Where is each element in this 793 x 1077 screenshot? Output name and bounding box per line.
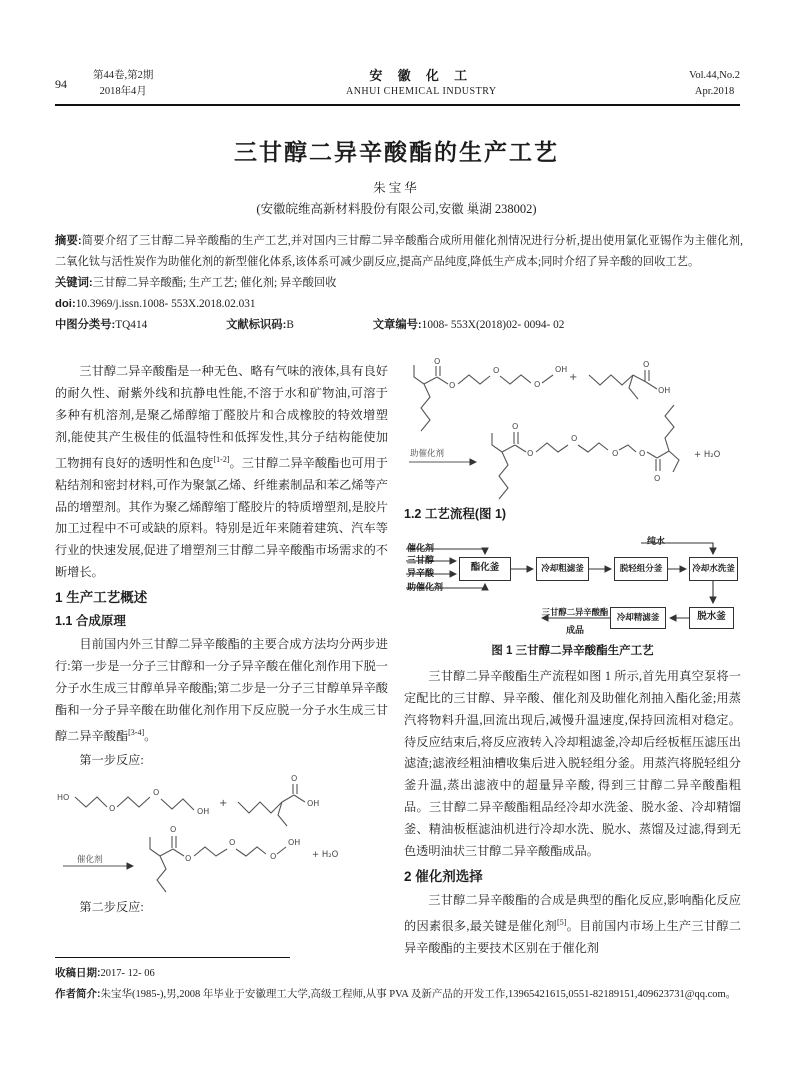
svg-text:助催化剂: 助催化剂 xyxy=(410,449,445,459)
step1-label: 第一步反应: xyxy=(79,752,144,767)
left-column xyxy=(55,361,388,921)
flow-box-fine-filter: 冷却精滤釜 xyxy=(610,607,666,629)
section-1-heading: 1 生产工艺概述 xyxy=(55,590,148,606)
svg-text:O: O xyxy=(639,449,646,458)
abstract-label: 摘要: xyxy=(55,235,82,247)
date-en: Apr.2018 xyxy=(694,86,735,97)
catalyst-paragraph: 三甘醇二异辛酸酯的合成是典型的酯化反应,影响酯化反应的因素很多,最关键是催化剂[5]。目前国内市场上生产三甘醇二异辛酸酯的主要技术区别在于催化剂 xyxy=(404,892,742,955)
svg-text:OH: OH xyxy=(288,838,301,848)
svg-text:+: + xyxy=(569,372,578,383)
doc-code-value: B xyxy=(286,319,294,331)
svg-text:催化剂: 催化剂 xyxy=(77,855,103,866)
received-date-value: 2017- 12- 06 xyxy=(100,968,155,979)
svg-text:O: O xyxy=(153,788,160,798)
flow-box-coarse-filter: 冷却粗滤釜 xyxy=(536,557,589,581)
footnote-block xyxy=(55,963,743,1005)
classification-line xyxy=(55,315,743,336)
paper-title: 三甘醇二异辛酸酯的生产工艺 xyxy=(234,139,559,165)
flow-box-esterification: 酯化釜 xyxy=(459,557,511,581)
flow-box-water-wash: 冷却水洗釜 xyxy=(689,557,738,581)
author-bio-line xyxy=(55,984,743,1005)
doi-label: doi: xyxy=(55,298,76,310)
svg-text:O: O xyxy=(434,357,441,366)
svg-text:O: O xyxy=(512,422,519,431)
author-bio-text: 朱宝华(1985-),男,2008 年毕业于安徽理工大学,高级工程师,从事 PVA 及新产品的开发工作,13965421615,0551-82189151,409623731@qq.com。 xyxy=(100,989,737,1000)
svg-text:OH: OH xyxy=(658,386,671,395)
clc-value: TQ414 xyxy=(115,319,148,331)
section-1-1-heading: 1.1 合成原理 xyxy=(55,614,126,629)
output-product-line1: 三甘醇二异辛酸酯 xyxy=(541,607,609,617)
output-product-line2: 成品 xyxy=(565,624,584,635)
input-pure-water: 纯水 xyxy=(647,535,666,546)
svg-text:O: O xyxy=(643,360,650,369)
input-teg: 三甘醇 xyxy=(407,554,435,565)
author-name: 朱宝华 xyxy=(373,181,420,195)
svg-text:OH: OH xyxy=(307,799,320,809)
figure1-flowchart xyxy=(404,529,741,637)
svg-text:O: O xyxy=(493,366,500,375)
intro-paragraph: 三甘醇二异辛酸酯是一种无色、略有气味的液体,具有良好的耐久性、耐紫外线和抗静电性能,不溶于水和矿物油,可溶于多种有机溶剂,是聚乙烯醇缩丁醛胶片和合成橡胶的特效增塑剂,能使其产生极佳的低温特性和低挥发性,其分子结构能使加工物拥有良好的透明性和色度[1-2]。三甘醇二异辛酸酯也可用于粘结剂和密封材料,可作为聚氯乙烯、纤维素制品和苯乙烯等产品的增塑剂。其作为聚乙烯醇缩丁醛胶片的特质增塑剂,是胶片加工过程中不可或缺的原料。特别是近年来随着建筑、汽车等行业的快速发展,促进了增塑剂三甘醇二异辛酸酯市场需求的不断增长。 xyxy=(55,364,388,580)
flow-box-dehydration: 脱水釜 xyxy=(689,607,734,629)
date-cn: 2018年4月 xyxy=(99,86,147,97)
synthesis-paragraph: 目前国内外三甘醇二异辛酸酯的主要合成方法均分两步进行:第一步是一分子三甘醇和一分子异辛酸在催化剂作用下脱一分子水生成三甘醇单异辛酸酯;第二步是一分子三甘醇单异辛酸酯和一分子异辛酸在助催化剂作用下反应脱一分子水生成三甘醇二异辛酸酯[3-4]。 xyxy=(55,636,388,743)
svg-text:OH: OH xyxy=(555,365,568,374)
keywords xyxy=(55,273,743,294)
svg-text:O: O xyxy=(527,449,534,458)
meta-block xyxy=(55,231,743,336)
svg-text:O: O xyxy=(612,449,619,458)
svg-text:O: O xyxy=(654,474,661,483)
article-id-label: 文章编号: xyxy=(372,319,422,331)
footnote-divider xyxy=(55,957,290,958)
header-divider xyxy=(55,104,740,106)
keywords-label: 关键词: xyxy=(55,277,93,289)
svg-text:O: O xyxy=(170,825,177,835)
journal-name-en: ANHUI CHEMICAL INDUSTRY xyxy=(345,86,497,97)
process-paragraph: 三甘醇二异辛酸酯生产流程如图 1 所示,首先用真空泵将一定配比的三甘醇、异辛酸、催化剂及助催化剂抽入酯化釜;用蒸汽将物料升温,回流出现后,减慢升温速度,保持回流相对稳定。待反应结束后,将反应液转入冷却粗滤釜,冷却后经板框压滤压出滤渣;滤液经粗油槽收集后进入脱轻组分釜。用蒸汽将脱轻组分釜升温,蒸出滤液中的超量异辛酸, 得到三甘醇二异辛酸酯粗品。三甘醇二异辛酸酯粗品经冷却水洗釜、脱水釜、冷却精馏釜、精油板框滤油机进行冷却水洗、脱水、蒸馏及过滤,得到无色透明油状三甘醇二异辛酸酯成品。 xyxy=(404,668,741,859)
page-number: 94 xyxy=(55,76,67,91)
citation-3-4: [3-4] xyxy=(128,727,145,737)
received-date-label: 收稿日期: xyxy=(55,967,101,979)
citation-5: [5] xyxy=(557,917,567,927)
input-catalyst: 催化剂 xyxy=(407,542,435,553)
volume-issue-en: Vol.44,No.2 xyxy=(689,70,740,81)
keywords-text: 三甘醇二异辛酸酯; 生产工艺; 催化剂; 异辛酸回收 xyxy=(92,277,337,289)
abstract-text: 简要介绍了三甘醇二异辛酸酯的生产工艺,并对国内三甘醇二异辛酸酯合成所用催化剂情况进行分析,提出使用氯化亚锡作为主催化剂,二氧化钛与活性炭作为助催化剂的新型催化体系,该体系可减少副反应,提高产品纯度,降低生产成本;同时介绍了异辛酸的回收工艺。 xyxy=(55,235,743,268)
section-1-2-heading: 1.2 工艺流程(图 1) xyxy=(404,507,507,521)
svg-text:HO: HO xyxy=(57,793,70,803)
volume-issue-cn: 第44卷,第2期 xyxy=(93,70,154,81)
author-bio-label: 作者简介: xyxy=(55,988,101,1000)
svg-text:+ H₂O: + H₂O xyxy=(694,450,721,460)
article-id-value: 1008- 553X(2018)02- 0094- 02 xyxy=(421,319,565,331)
input-cocatalyst: 助催化剂 xyxy=(407,581,444,592)
affiliation: (安徽皖维高新材料股份有限公司,安徽 巢湖 238002) xyxy=(256,202,537,216)
svg-text:O: O xyxy=(185,854,192,864)
svg-text:O: O xyxy=(229,838,236,848)
right-column xyxy=(404,355,741,960)
section-2-heading: 2 催化剂选择 xyxy=(404,868,483,884)
doc-code-label: 文献标识码: xyxy=(226,319,287,331)
doi-value: 10.3969/j.issn.1008- 553X.2018.02.031 xyxy=(75,298,256,310)
step2-label: 第二步反应: xyxy=(79,900,144,915)
flow-box-light-removal: 脱轻组分釜 xyxy=(614,557,668,581)
reaction-scheme-1 xyxy=(55,773,388,895)
svg-text:+: + xyxy=(219,798,228,810)
reaction-scheme-2 xyxy=(404,357,741,502)
clc-label: 中图分类号: xyxy=(55,319,116,331)
svg-text:O: O xyxy=(270,852,277,862)
received-date-line xyxy=(55,963,743,984)
citation-1-2: [1-2] xyxy=(213,454,230,464)
svg-text:O: O xyxy=(571,434,578,443)
doi-line xyxy=(55,294,743,315)
svg-text:O: O xyxy=(534,380,541,389)
journal-header xyxy=(55,64,740,104)
svg-text:+ H₂O: + H₂O xyxy=(312,850,339,861)
journal-name-cn: 安 徽 化 工 xyxy=(369,68,474,83)
svg-text:O: O xyxy=(109,804,116,814)
svg-text:O: O xyxy=(291,774,298,784)
input-acid: 异辛酸 xyxy=(407,567,435,578)
figure1-caption: 图 1 三甘醇二异辛酸酯生产工艺 xyxy=(491,644,654,657)
svg-text:O: O xyxy=(449,381,456,390)
svg-text:OH: OH xyxy=(197,807,210,817)
abstract xyxy=(55,231,743,273)
